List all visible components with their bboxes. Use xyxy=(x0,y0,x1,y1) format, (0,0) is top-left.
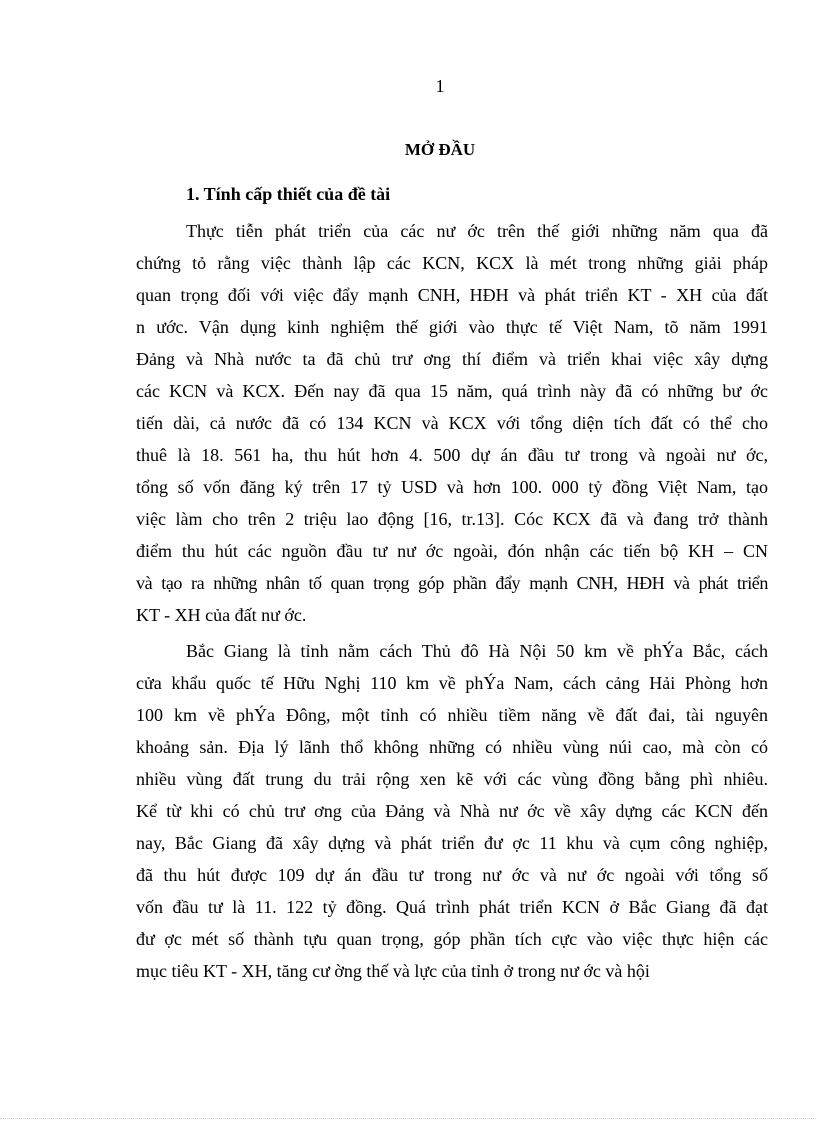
paragraph-line: và tạo ra những nhân tố quan trọng góp phần đẩy mạnh CNH, HĐH và phát triển xyxy=(136,573,768,593)
paragraph-line: khoảng sản. Địa lý lãnh thổ không những có nhiều vùng núi cao, mà còn có xyxy=(136,737,768,757)
paragraph-line: vốn đầu tư là 11. 122 tỷ đồng. Quá trình phát triển KCN ở Bắc Giang đã đạt xyxy=(136,897,768,917)
paragraph-line: đư ợc mét số thành tựu quan trọng, góp phần tích cực vào việc thực hiện các xyxy=(136,929,768,949)
paragraph-line: thuê là 18. 561 ha, thu hút hơn 4. 500 dự án đầu tư trong và ngoài nư ớc, xyxy=(136,445,768,465)
section-title: 1. Tính cấp thiết của đề tài xyxy=(186,184,391,204)
paragraph-line: cửa khẩu quốc tế Hữu Nghị 110 km về phÝa Nam, cách cảng Hải Phòng hơn xyxy=(136,673,768,693)
paragraph-line: đã thu hút được 109 dự án đầu tư trong nư ớc và nư ớc ngoài với tổng số xyxy=(136,865,768,885)
page-bottom-divider xyxy=(0,1118,816,1119)
paragraph-line: Thực tiễn phát triển của các nư ớc trên thế giới những năm qua đã xyxy=(186,221,768,241)
paragraph-line: mục tiêu KT - XH, tăng cư ờng thế và lực của tỉnh ở trong nư ớc và hội xyxy=(136,961,650,981)
paragraph-line: nhiều vùng đất trung du trải rộng xen kẽ với các vùng đồng bằng phì nhiêu. xyxy=(136,769,768,789)
paragraph-line: quan trọng đối với việc đẩy mạnh CNH, HĐH và phát triển KT - XH của đất xyxy=(136,285,768,305)
paragraph-line: Kể từ khi có chủ trư ơng của Đảng và Nhà nư ớc về xây dựng các KCN đến xyxy=(136,801,768,821)
paragraph-line: Đảng và Nhà nước ta đã chủ trư ơng thí điểm và triển khai việc xây dựng xyxy=(136,349,768,369)
paragraph-line: chứng tỏ rằng việc thành lập các KCN, KCX là mét trong những giải pháp xyxy=(136,253,768,273)
paragraph-line: các KCN và KCX. Đến nay đã qua 15 năm, quá trình này đã có những bư ớc xyxy=(136,381,768,401)
paragraph-line: n ước. Vận dụng kinh nghiệm thế giới vào thực tế Việt Nam, tõ năm 1991 xyxy=(136,317,768,337)
paragraph-line: tổng số vốn đăng ký trên 17 tỷ USD và hơn 100. 000 tỷ đồng Việt Nam, tạo xyxy=(136,477,768,497)
paragraph-line: 100 km về phÝa Đông, một tỉnh có nhiều tiềm năng về đất đai, tài nguyên xyxy=(136,705,768,725)
paragraph-line: tiến dài, cả nước đã có 134 KCN và KCX với tổng diện tích đất có thể cho xyxy=(136,413,768,433)
paragraph-line: điểm thu hút các nguồn đầu tư nư ớc ngoài, đón nhận các tiến bộ KH – CN xyxy=(136,541,768,561)
paragraph-line: nay, Bắc Giang đã xây dựng và phát triển đư ợc 11 khu và cụm công nghiệp, xyxy=(136,833,768,853)
paragraph-line: việc làm cho trên 2 triệu lao động [16, tr.13]. Cóc KCX đã và đang trở thành xyxy=(136,509,768,529)
paragraph-line: KT - XH của đất nư ớc. xyxy=(136,605,307,625)
paragraph-line: Bắc Giang là tỉnh nằm cách Thủ đô Hà Nội 50 km về phÝa Bắc, cách xyxy=(186,641,768,661)
page-number: 1 xyxy=(435,76,445,96)
page-heading: MỞ ĐẦU xyxy=(404,140,476,159)
